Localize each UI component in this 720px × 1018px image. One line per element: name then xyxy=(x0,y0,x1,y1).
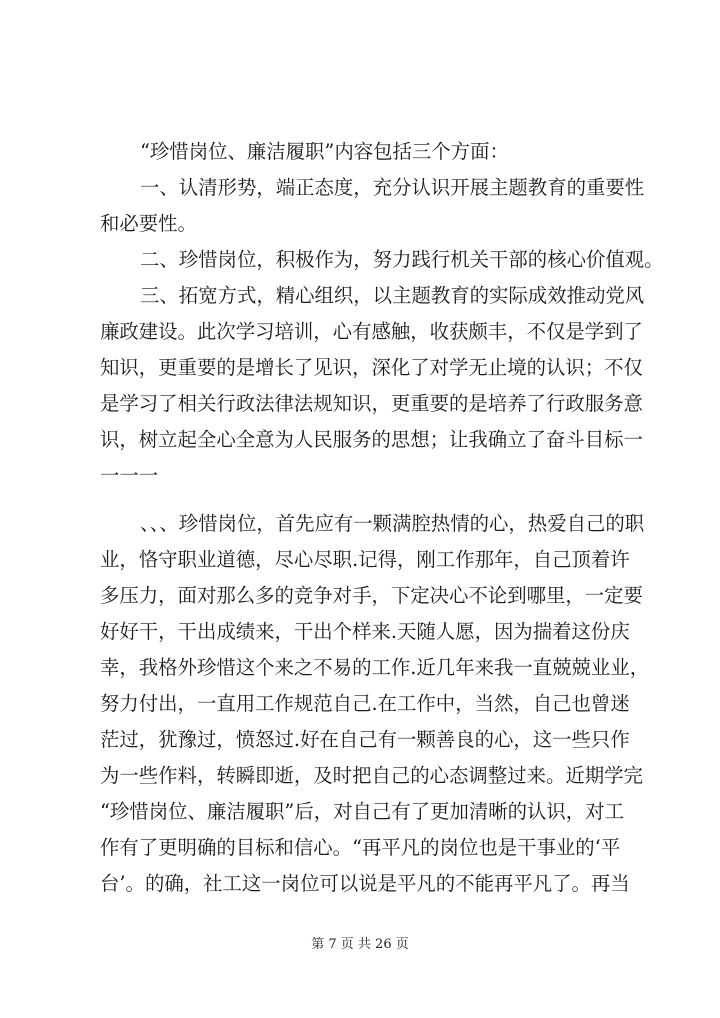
page-number-footer: 第 7 页 共 26 页 xyxy=(311,937,409,952)
paragraph-line: 二、珍惜岗位，积极作为，努力践行机关干部的核心价值观。 xyxy=(140,248,664,271)
paragraph-line: 好好干，干出成绩来，干出个样来.天随人愿，因为揣着这份庆 xyxy=(100,620,630,643)
paragraph-line: 知识，更重要的是增长了见识，深化了对学无止境的认识；不仅 xyxy=(100,356,643,379)
paragraph-line: 一一一 xyxy=(100,464,159,487)
paragraph-line: 三、拓宽方式，精心组织，以主题教育的实际成效推动党风 xyxy=(140,284,645,307)
paragraph-line: “珍惜岗位、廉洁履职”后，对自己有了更加清晰的认识，对工 xyxy=(100,800,624,823)
paragraph-line: 幸，我格外珍惜这个来之不易的工作.近几年来我一直兢兢业业， xyxy=(100,656,650,679)
paragraph-line: “珍惜岗位、廉洁履职”内容包括三个方面： xyxy=(140,140,509,163)
paragraph-line: 茫过，犹豫过，愤怒过.好在自己有一颗善良的心，这一些只作 xyxy=(100,728,630,751)
paragraph-line: 是学习了相关行政法律法规知识，更重要的是培养了行政服务意 xyxy=(100,392,643,415)
paragraph-line: 业，恪守职业道德，尽心尽职.记得，刚工作那年，自己顶着许 xyxy=(100,548,630,571)
paragraph-line: 作有了更明确的目标和信心。“再平凡的岗位也是干事业的‘平 xyxy=(100,836,621,859)
paragraph-line: 多压力，面对那么多的竞争对手，下定决心不论到哪里，一定要 xyxy=(100,584,643,607)
document-body xyxy=(100,134,664,902)
paragraph-line: 台’。的确，社工这一岗位可以说是平凡的不能再平凡了。再当 xyxy=(100,872,630,895)
paragraph-line: 为一些作料，转瞬即逝，及时把自己的心态调整过来。近期学完 xyxy=(100,764,643,787)
paragraph-line: 、、、珍惜岗位，首先应有一颗满腔热情的心，热爱自己的职 xyxy=(140,512,645,535)
paragraph-line: 一、认清形势，端正态度，充分认识开展主题教育的重要性 xyxy=(140,176,645,199)
paragraph-line: 廉政建设。此次学习培训，心有感触，收获颇丰，不仅是学到了 xyxy=(100,320,643,343)
paragraph-line: 努力付出，一直用工作规范自己.在工作中，当然，自己也曾迷 xyxy=(100,692,630,715)
paragraph-line: 识，树立起全心全意为人民服务的思想；让我确立了奋斗目标一 xyxy=(100,428,643,451)
paragraph-line: 和必要性。 xyxy=(100,212,197,235)
